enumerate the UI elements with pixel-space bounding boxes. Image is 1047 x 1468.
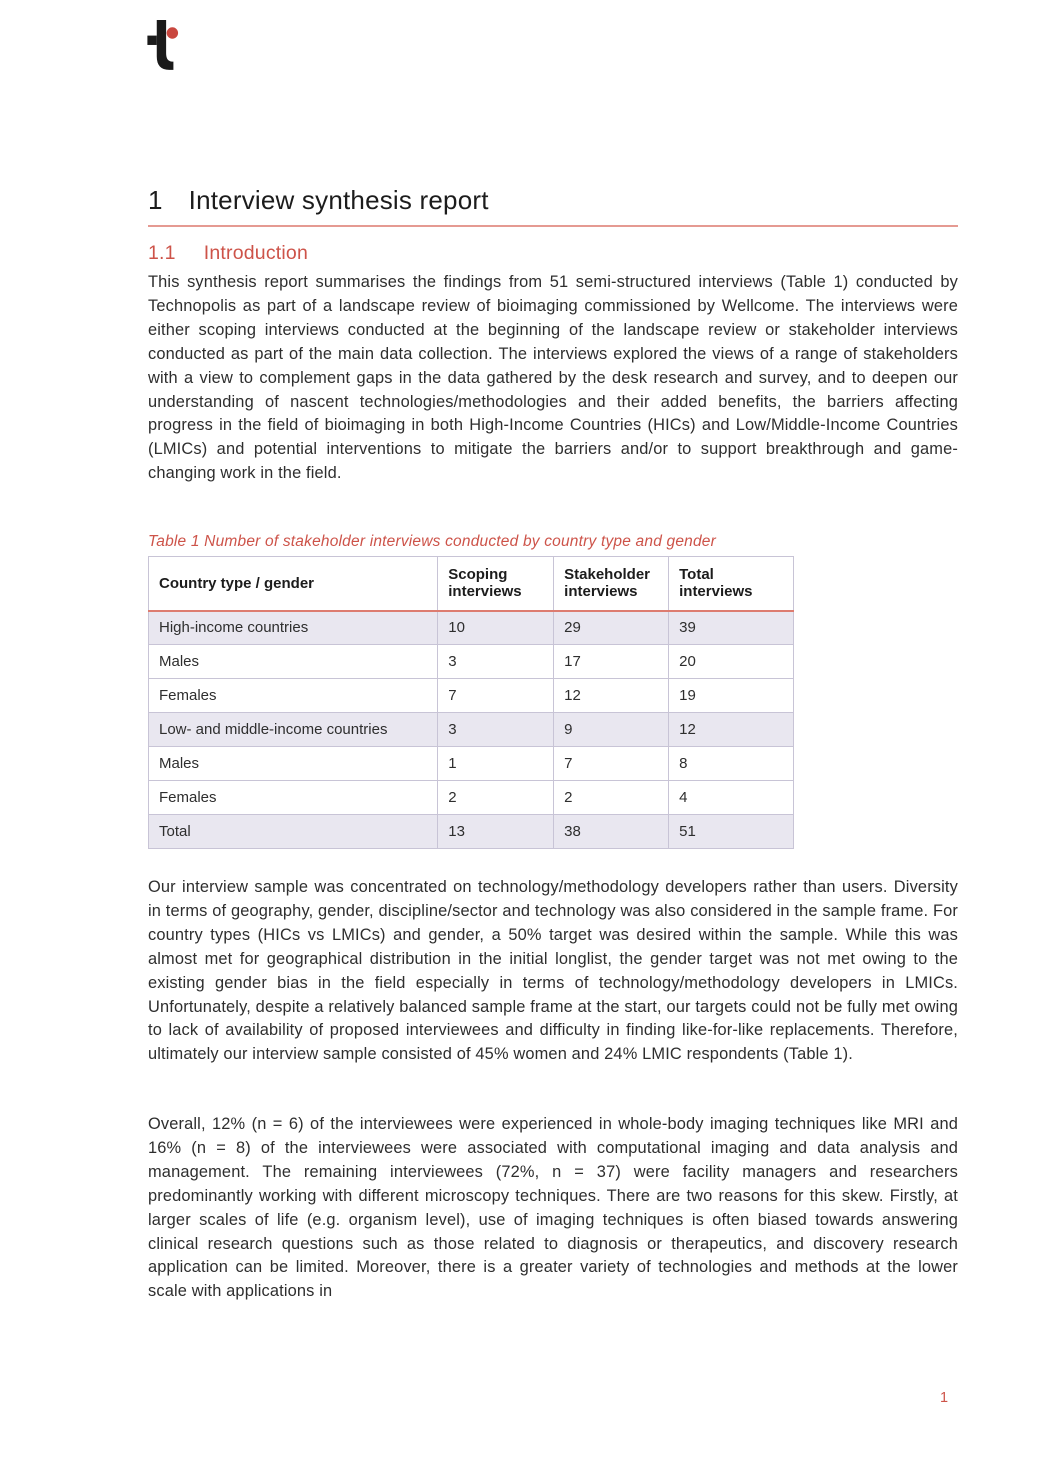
cell-scoping: 13 (438, 815, 554, 849)
section-title: Introduction (203, 242, 309, 264)
cell-scoping: 10 (438, 611, 554, 645)
cell-stakeholder: 17 (554, 645, 669, 679)
report-title-text: Interview synthesis report (188, 185, 489, 215)
table-row (149, 747, 794, 781)
report-title-number: 1 (148, 185, 163, 215)
cell-scoping: 2 (438, 781, 554, 815)
cell-total: 8 (669, 747, 794, 781)
table-row (149, 815, 794, 849)
header-scoping: Scoping interviews (438, 557, 554, 611)
page-content (148, 0, 958, 1468)
table-caption: Table 1 Number of stakeholder interviews conducted by country type and gender (148, 533, 716, 550)
cell-total: 20 (669, 645, 794, 679)
cell-label: Total (149, 815, 438, 849)
cell-stakeholder: 9 (554, 713, 669, 747)
cell-stakeholder: 38 (554, 815, 669, 849)
page-number: 1 (940, 1390, 949, 1406)
paragraph-overall: Overall, 12% (n = 6) of the interviewees were experienced in whole-body imaging techniques like MRI and 16% (n = 8) of the interviewees were associated with computational imaging and data analysis and management. The remaining interviewees (72%, n = 37) were facility managers and researchers predominantly working with different microscopy techniques. There are two reasons for this skew. Firstly, at larger scales of life (e.g. organism level), use of imaging techniques is often biased towards answering clinical research questions such as those related to diagnosis or therapeutics, and discovery research application can be limited. Moreover, there is a greater variety of technologies and methods at the lower scale with applications in (148, 1115, 958, 1301)
cell-label: Males (149, 747, 438, 781)
header-total: Total interviews (669, 557, 794, 611)
cell-stakeholder: 12 (554, 679, 669, 713)
table-header-row (149, 557, 794, 611)
table-row (149, 679, 794, 713)
cell-scoping: 7 (438, 679, 554, 713)
cell-scoping: 3 (438, 645, 554, 679)
cell-scoping: 1 (438, 747, 554, 781)
table-row (149, 713, 794, 747)
cell-stakeholder: 2 (554, 781, 669, 815)
cell-stakeholder: 7 (554, 747, 669, 781)
cell-label: Females (149, 781, 438, 815)
paragraph-sample: Our interview sample was concentrated on technology/methodology developers rather than users. Diversity in terms of geography, gender, discipline/sector and technology was also considered in the sample frame. For country types (HICs vs LMICs) and gender, a 50% target was desired within the sample. While this was almost met for geographical distribution in the initial longlist, the gender target was not met owing to the existing gender bias in the field especially in terms of technology/methodology developers in LMICs. Unfortunately, despite a relatively balanced sample frame at the start, our targets could not be fully met owing to lack of availability of proposed interviewees and difficulty in finding like-for-like replacements. Therefore, ultimately our interview sample consisted of 45% women and 24% LMIC respondents (Table 1). (148, 878, 958, 1064)
cell-label: Low- and middle-income countries (149, 713, 438, 747)
section-heading (148, 242, 308, 265)
technopolis-logo-icon (147, 20, 179, 72)
header-country-type: Country type / gender (149, 557, 438, 611)
cell-total: 19 (669, 679, 794, 713)
paragraph-intro: This synthesis report summarises the findings from 51 semi-structured interviews (Table 1) conducted by Technopolis as part of a landscape review of bioimaging commissioned by Wellcome. The interviews were either scoping interviews conducted at the beginning of the landscape review or stakeholder interviews conducted as part of the main data collection. The interviews explored the views of a range of stakeholders with a view to complement gaps in the data gathered by the desk research and survey, and to deepen our understanding of nascent technologies/methodologies and their added benefits, the barriers affecting progress in the field of bioimaging in both High-Income Countries (HICs) and Low/Middle-Income Countries (LMICs) and potential interventions to mitigate the barriers and/or to support breakthrough and game-changing work in the field. (148, 273, 958, 483)
section-number: 1.1 (148, 242, 176, 264)
table-row (149, 645, 794, 679)
table-row (149, 611, 794, 645)
report-title (148, 185, 958, 227)
cell-total: 51 (669, 815, 794, 849)
cell-label: High-income countries (149, 611, 438, 645)
cell-label: Females (149, 679, 438, 713)
cell-stakeholder: 29 (554, 611, 669, 645)
cell-total: 4 (669, 781, 794, 815)
table-row (149, 781, 794, 815)
interviews-table (148, 556, 794, 849)
cell-label: Males (149, 645, 438, 679)
cell-scoping: 3 (438, 713, 554, 747)
cell-total: 12 (669, 713, 794, 747)
header-stakeholder: Stakeholder interviews (554, 557, 669, 611)
cell-total: 39 (669, 611, 794, 645)
